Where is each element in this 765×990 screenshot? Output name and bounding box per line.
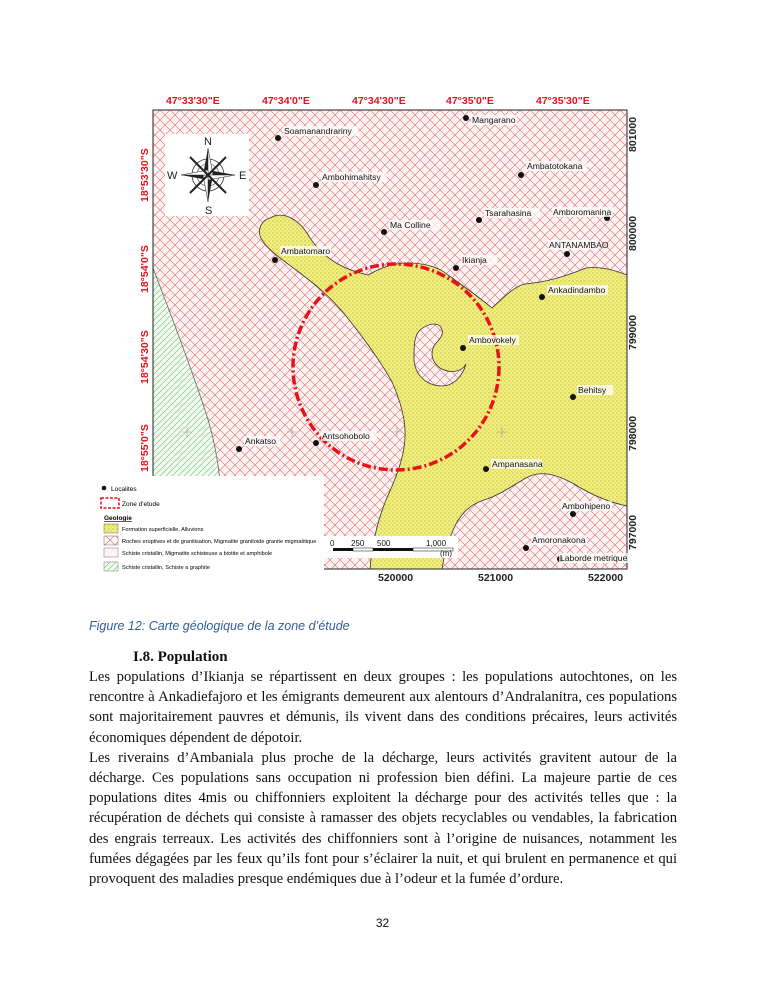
locality-label: Mangarano <box>472 115 516 125</box>
locality-marker <box>460 345 466 351</box>
locality-marker <box>313 182 319 188</box>
page-number: 32 <box>375 916 390 930</box>
scale-bar <box>324 536 458 558</box>
locality-label: Amboromanina <box>553 207 612 217</box>
locality-label: Soamanandrariny <box>284 126 352 136</box>
locality-label: Antsohobolo <box>322 431 370 441</box>
locality-marker <box>463 115 469 121</box>
scale-tick-250: 250 <box>351 539 365 548</box>
legend-alluvions: Formation superficielle, Alluvions <box>122 527 204 533</box>
locality-label: Ambohimahitsy <box>322 172 381 182</box>
locality-marker <box>523 545 529 551</box>
coord-top-3: 47°34'30"E <box>352 95 406 107</box>
compass-n: N <box>204 136 212 148</box>
legend-schist-graphite: Schiste cristallin, Schiste a graphite <box>122 565 210 571</box>
scale-unit: (m) <box>440 549 452 558</box>
locality-marker <box>518 172 524 178</box>
paragraph: Les riverains d’Ambaniala plus proche de la décharge, leurs activités gravitent autour de la décharge. Ces populations sans occupation ni profession bien défini. La majeure partie de ces populations dites 4mis ou chiffonniers exploitent la décharge pour des activités telles que : la récupération de déchets qui consiste à ramasser des objets recyclables ou vendables, la fabrication des engrais terreaux. Les activités des chiffonniers sont à l’origine de nuisances, notamment les fumées dégagées par les feux qu’ils font pour s’éclairer la nuit, et qui brulent en permanence et qui provoquent des maladies presque endémiques due à l’odeur et la fumée d’ordure. <box>89 749 677 888</box>
locality-label: Ambatomaro <box>281 246 331 256</box>
body-text <box>89 667 677 889</box>
locality-label: Ikianja <box>462 255 487 265</box>
locality-marker <box>453 265 459 271</box>
legend-eruptive: Roches eruptives et de granitisation, Migmatite granitoide granite migmatitique <box>122 539 317 545</box>
map-legend <box>99 476 324 579</box>
locality-label: Laborde metrique <box>560 553 628 563</box>
coord-bottom-2: 521000 <box>478 572 514 584</box>
coord-bottom-1: 520000 <box>378 572 414 584</box>
legend-geology: Geologie <box>104 515 132 522</box>
coord-right-3: 799000 <box>627 314 639 350</box>
coord-bottom-3: 522000 <box>588 572 624 584</box>
coord-top-2: 47°34'0"E <box>262 95 310 107</box>
scale-tick-0: 0 <box>330 539 335 548</box>
coord-top-1: 47°33'30"E <box>166 95 220 107</box>
locality-marker <box>483 466 489 472</box>
locality-marker <box>570 511 576 517</box>
legend-schist-migmatite: Schiste cristallin, Migmatite schisteuse a biotite et amphibole <box>122 551 273 557</box>
locality-label: Amoronakona <box>532 535 586 545</box>
locality-marker <box>236 446 242 452</box>
paragraph: Les populations d’Ikianja se répartissent en deux groupes : les populations autochtones, on les rencontre à Ankadiefajoro et les émigrants demeurent aux alentours d’Andralanitra, ces populations sont majoritairement pauvres et démunis, ils vivent dans des conditions précaires, leurs activités économiques dépendent de dépotoir. <box>89 669 677 746</box>
locality-marker <box>275 135 281 141</box>
coord-right-4: 798000 <box>627 415 639 451</box>
coord-left-1: 18°53'30"S <box>139 148 151 202</box>
compass-s: S <box>205 205 213 217</box>
coord-right-1: 801000 <box>627 116 639 152</box>
coord-left-3: 18°54'30"S <box>139 330 151 384</box>
locality-marker <box>564 251 570 257</box>
locality-label: Tsarahasina <box>485 208 532 218</box>
scale-tick-1000: 1,000 <box>426 539 447 548</box>
locality-label: Ambohipeno <box>562 501 611 511</box>
scale-tick-500: 500 <box>377 539 391 548</box>
compass-w: W <box>167 170 178 182</box>
coord-right-2: 800000 <box>627 215 639 251</box>
locality-label: Ma Colline <box>390 220 431 230</box>
locality-marker <box>381 229 387 235</box>
coord-top-4: 47°35'0"E <box>446 95 494 107</box>
coord-right-5: 797000 <box>627 514 639 550</box>
locality-label: Ampanasana <box>492 459 543 469</box>
legend-study-zone: Zone d'etude <box>122 501 160 508</box>
legend-localities: Localites <box>111 486 137 493</box>
figure-caption: Figure 12: Carte géologique de la zone d’étude <box>89 619 350 633</box>
locality-label: ANTANAMBAO <box>549 240 609 250</box>
locality-label: Ambovokely <box>469 335 516 345</box>
locality-marker <box>539 294 545 300</box>
locality-marker <box>272 257 278 263</box>
compass-e: E <box>239 170 247 182</box>
coord-left-4: 18°55'0"S <box>139 424 151 472</box>
locality-label: Ankadindambo <box>548 285 606 295</box>
locality-marker <box>313 440 319 446</box>
locality-label: Ambatotokana <box>527 161 583 171</box>
coord-left-2: 18°54'0"S <box>139 245 151 293</box>
coord-top-5: 47°35'30"E <box>536 95 590 107</box>
compass-rose <box>165 134 249 217</box>
locality-label: Ankatso <box>245 436 277 446</box>
locality-label: Behitsy <box>578 385 607 395</box>
locality-marker <box>476 217 482 223</box>
locality-marker <box>570 394 576 400</box>
section-heading: I.8. Population <box>133 649 228 665</box>
